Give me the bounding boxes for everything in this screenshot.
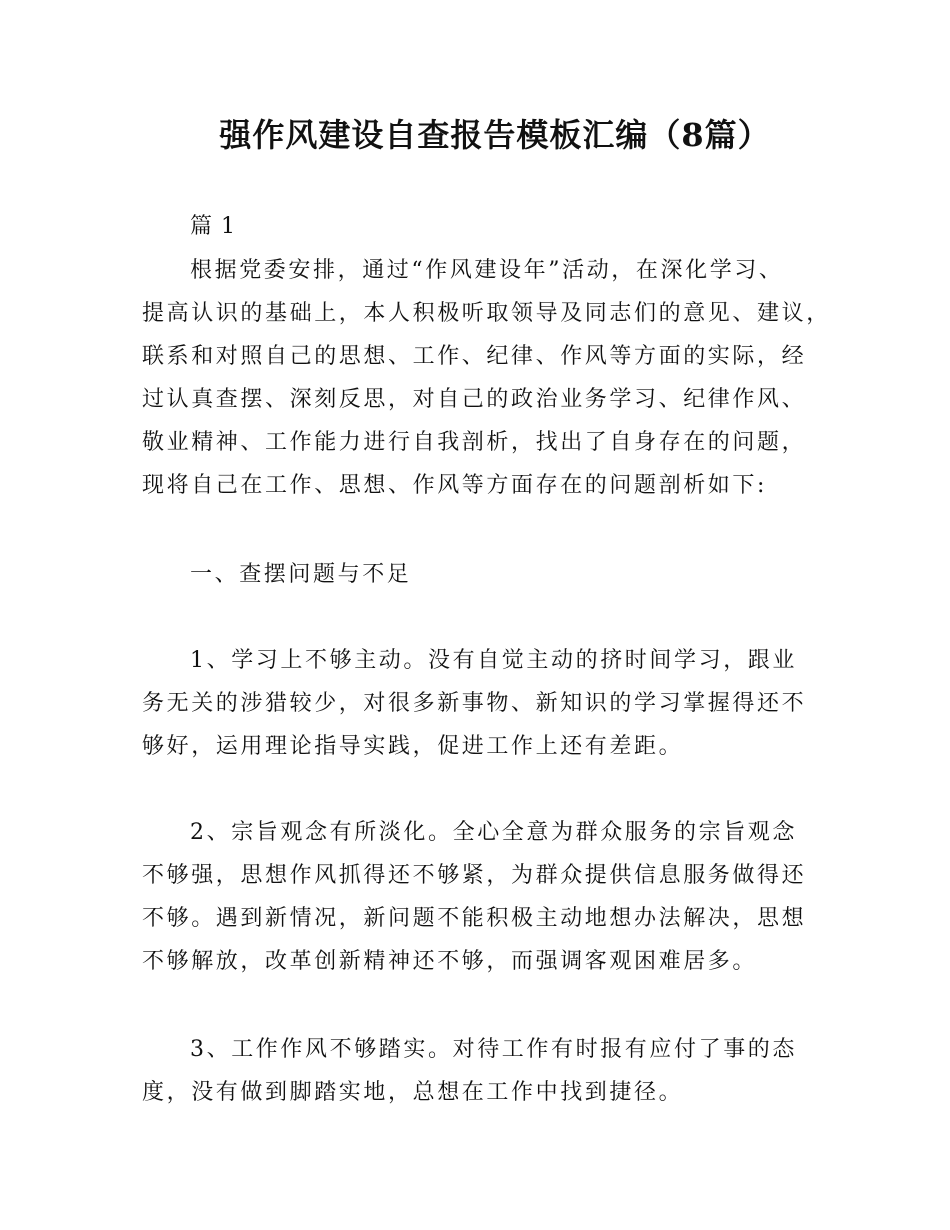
paragraph-line: 1、学习上不够主动。没有自觉主动的挤时间学习，跟业 bbox=[190, 648, 797, 673]
paragraph-line: 度，没有做到脚踏实地，总想在工作中找到捷径。 bbox=[142, 1080, 684, 1105]
paragraph-line: 过认真查摆、深刻反思，对自己的政治业务学习、纪律作风、 bbox=[142, 387, 807, 412]
paragraph-line: 务无关的涉猎较少，对很多新事物、新知识的学习掌握得还不 bbox=[142, 691, 807, 716]
paragraph-line: 够好，运用理论指导实践，促进工作上还有差距。 bbox=[142, 734, 684, 759]
paragraph-line: 现将自己在工作、思想、作风等方面存在的问题剖析如下: bbox=[142, 473, 768, 498]
section-heading: 一、查摆问题与不足 bbox=[190, 562, 412, 587]
paragraph-line: 根据党委安排，通过“作风建设年”活动，在深化学习、 bbox=[190, 258, 784, 283]
paragraph-line: 不够。遇到新情况，新问题不能积极主动地想办法解决，思想 bbox=[142, 906, 807, 931]
section-label: 篇 1 bbox=[190, 214, 236, 239]
paragraph-line: 不够强，思想作风抓得还不够紧，为群众提供信息服务做得还 bbox=[142, 863, 807, 888]
paragraph-line: 提高认识的基础上，本人积极听取领导及同志们的意见、建议， bbox=[142, 301, 831, 326]
paragraph-line: 敬业精神、工作能力进行自我剖析，找出了自身存在的问题， bbox=[142, 430, 807, 455]
paragraph-line: 不够解放，改革创新精神还不够，而强调客观困难居多。 bbox=[142, 949, 758, 974]
paragraph-line: 3、工作作风不够踏实。对待工作有时报有应付了事的态 bbox=[190, 1037, 797, 1062]
document-title: 强作风建设自查报告模板汇编（8篇） bbox=[219, 116, 771, 154]
paragraph-line: 联系和对照自己的思想、工作、纪律、作风等方面的实际，经 bbox=[142, 344, 807, 369]
paragraph-line: 2、宗旨观念有所淡化。全心全意为群众服务的宗旨观念 bbox=[190, 820, 797, 845]
